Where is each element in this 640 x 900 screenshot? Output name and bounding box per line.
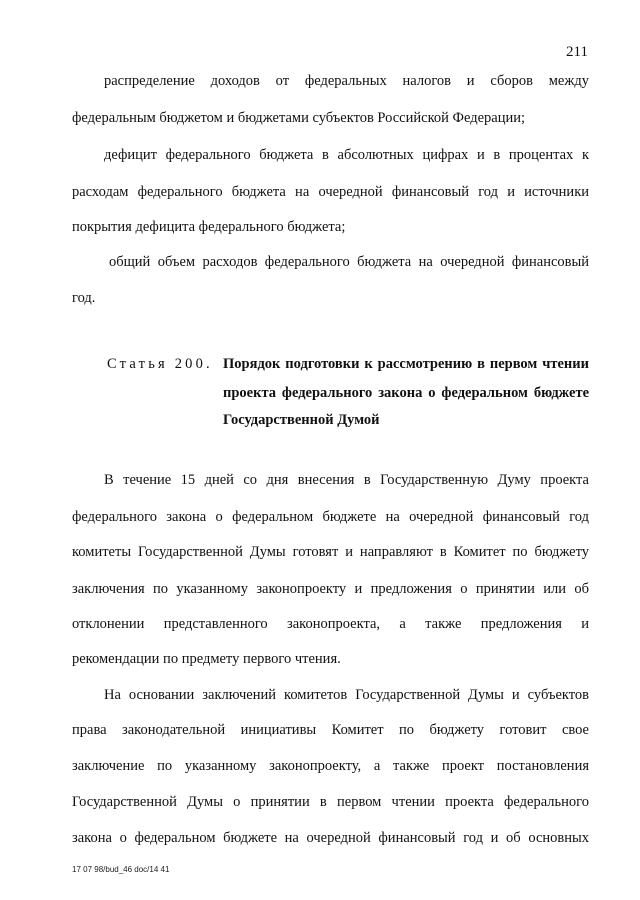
paragraph-line: год. [72,290,96,306]
body-line: права законодательной инициативы Комитет по бюджету готовит свое [72,722,589,738]
article-title-line: проекта федерального закона о федеральном бюджете [223,385,589,401]
paragraph-line: расходам федерального бюджета на очередной финансовый год и источники [72,184,589,200]
body-line: На основании заключений комитетов Государственной Думы и субъектов [104,687,589,703]
body-line: федерального закона о федеральном бюджете на очередной финансовый год [72,509,589,525]
paragraph-line: покрытия дефицита федерального бюджета; [72,219,346,235]
article-title-line: Государственной Думой [223,412,380,428]
paragraph-line: распределение доходов от федеральных налогов и сборов между [104,73,589,89]
body-line: закона о федеральном бюджете на очередной финансовый год и об основных [72,830,589,846]
body-line: заключения по указанному законопроекту и предложения о принятии или об [72,581,589,597]
body-line: В течение 15 дней со дня внесения в Государственную Думу проекта [104,472,589,488]
paragraph-line: федеральным бюджетом и бюджетами субъектов Российской Федерации; [72,110,526,126]
body-line: заключение по указанному законопроекту, а также проект постановления [72,758,589,774]
body-line: Государственной Думы о принятии в первом чтении проекта федерального [72,794,589,810]
paragraph-line: общий объем расходов федерального бюджета на очередной финансовый [109,254,589,270]
page-number: 211 [566,44,588,60]
footer-reference: 17 07 98/bud_46 doc/14 41 [72,865,170,874]
paragraph-line: дефицит федерального бюджета в абсолютных цифрах и в процентах к [104,147,589,163]
article-title-line: Порядок подготовки к рассмотрению в первом чтении [223,356,589,372]
body-line: рекомендации по предмету первого чтения. [72,651,341,667]
article-label: Статья 200. [107,356,213,372]
body-line: комитеты Государственной Думы готовят и направляют в Комитет по бюджету [72,544,589,560]
body-line: отклонении представленного законопроекта, а также предложения и [72,616,589,632]
